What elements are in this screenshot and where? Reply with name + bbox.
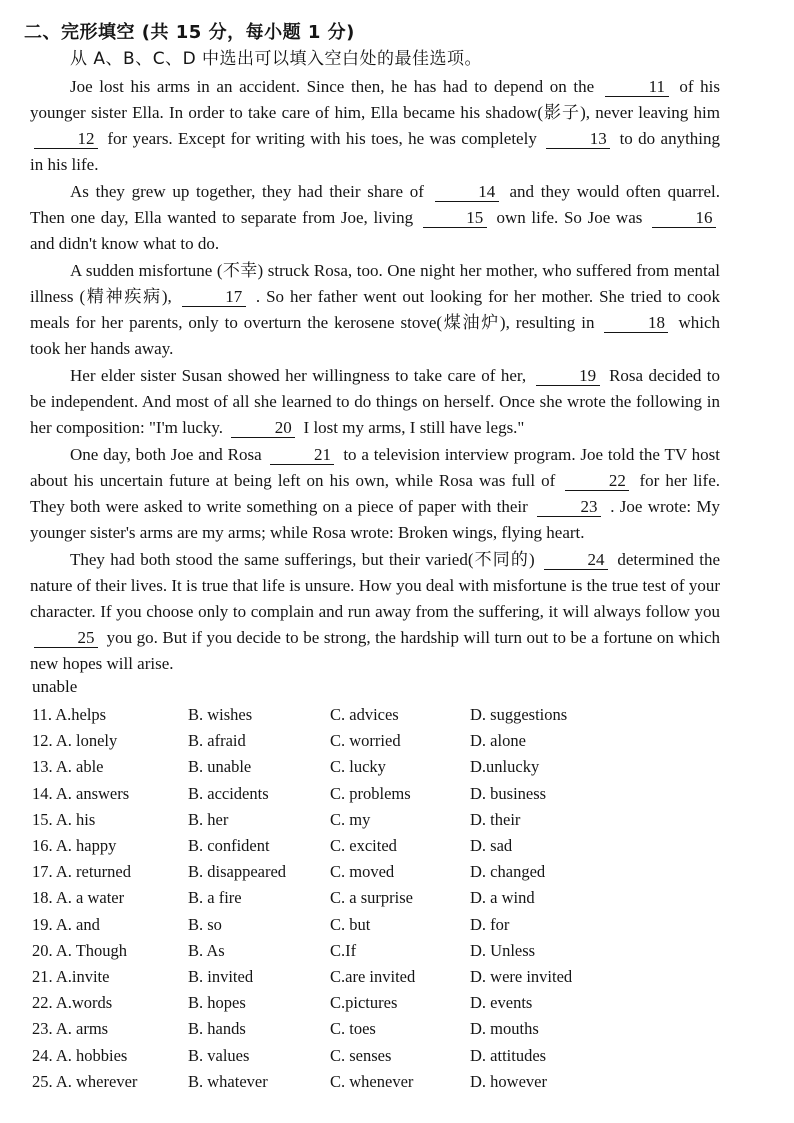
passage-text: determined the nature of their lives. It is true that life is unsure. How you deal with misfortune is the true test of your character. If you choose only to complain and run away from the suffering, it will always follow you	[30, 550, 720, 621]
option-a-text: A. returned	[55, 862, 131, 882]
question-number: 14.	[32, 783, 53, 803]
option-b: B. accidents	[188, 783, 269, 803]
passage-paragraph	[30, 74, 720, 178]
option-d: D. attitudes	[470, 1045, 547, 1065]
option-d: D. mouths	[470, 1019, 539, 1039]
question-number: 25.	[32, 1071, 53, 1091]
option-d: D. suggestions	[470, 705, 568, 725]
option-a	[32, 1072, 188, 1092]
option-b: B. invited	[188, 966, 254, 986]
option-c: C.pictures	[330, 993, 398, 1013]
option-row	[32, 885, 732, 911]
option-a-text: A. able	[55, 757, 104, 777]
option-a	[32, 731, 188, 751]
option-a-text: A. lonely	[55, 731, 118, 751]
option-a	[32, 888, 188, 908]
option-a-text: A. and	[55, 914, 100, 934]
option-d: D. alone	[470, 731, 526, 751]
option-a-text: A. answers	[55, 783, 130, 803]
question-number: 11.	[32, 705, 53, 725]
passage-paragraph	[30, 179, 720, 257]
blank-19: 19	[536, 367, 600, 386]
option-a-text: A.words	[55, 993, 113, 1013]
blank-17: 17	[182, 288, 246, 307]
passage-text: to do anything in his life.	[30, 129, 721, 174]
blank-22: 22	[565, 472, 629, 491]
option-a	[32, 993, 188, 1013]
question-number: 15.	[32, 809, 53, 829]
option-c: C. senses	[330, 1045, 392, 1065]
option-d: D. however	[470, 1071, 547, 1091]
option-row	[32, 912, 732, 938]
option-c: C. problems	[330, 783, 411, 803]
option-d: D. business	[470, 783, 547, 803]
option-c: C. worried	[330, 731, 401, 751]
passage-text: Her elder sister Susan showed her willingness to take care of her,	[70, 366, 527, 385]
option-row	[32, 938, 732, 964]
passage-text: to a television interview program. Joe told the TV host about his uncertain future at being left on his own, while Rosa was full of	[30, 445, 721, 490]
option-b: B. unable	[188, 757, 252, 777]
options-list	[32, 702, 732, 1095]
option-b: B. a fire	[188, 888, 242, 908]
option-d: D. were invited	[470, 966, 573, 986]
option-a-text: A. wherever	[55, 1071, 138, 1091]
blank-21: 21	[270, 446, 334, 465]
question-number: 13.	[32, 757, 53, 777]
blank-18: 18	[604, 314, 668, 333]
option-b: B. wishes	[188, 705, 253, 725]
option-row	[32, 781, 732, 807]
section-instruction: 从 A、B、C、D 中选出可以填入空白处的最佳选项。	[70, 49, 483, 69]
option-b: B. confident	[188, 836, 270, 856]
option-a	[32, 705, 188, 725]
option-b: B. values	[188, 1045, 250, 1065]
option-a	[32, 862, 188, 882]
section-title: 二、完形填空 (共 15 分，每小题 1 分)	[24, 22, 355, 43]
passage-text: Joe lost his arms in an accident. Since then, he has had to depend on the	[70, 77, 595, 96]
passage-text: for her life. They both were asked to write something on a piece of paper with their	[30, 471, 720, 516]
question-number: 18.	[32, 888, 53, 908]
option-a-text: A. happy	[55, 836, 117, 856]
option-c: C. but	[330, 914, 371, 934]
question-number: 16.	[32, 836, 53, 856]
option-a	[32, 757, 188, 777]
option-a-text: A.invite	[55, 966, 110, 986]
question-number: 24.	[32, 1045, 53, 1065]
passage-text: and they would often quarrel. Then one day, Ella wanted to separate from Joe, living	[30, 182, 720, 227]
option-c: C. my	[330, 809, 371, 829]
option-c: C. a surprise	[330, 888, 413, 908]
question-number: 22.	[32, 993, 53, 1013]
option-row	[32, 859, 732, 885]
blank-24: 24	[544, 551, 608, 570]
option-a-text: A. Though	[55, 940, 128, 960]
option-d: D.unlucky	[470, 757, 540, 777]
option-c: C. moved	[330, 862, 395, 882]
blank-14: 14	[435, 183, 499, 202]
option-a	[32, 836, 188, 856]
option-c: C. advices	[330, 705, 399, 725]
passage-text: own life. So Joe was	[496, 208, 643, 227]
option-b: B. her	[188, 809, 229, 829]
blank-12: 12	[34, 130, 98, 149]
option-b: B. hands	[188, 1019, 246, 1039]
option-row	[32, 754, 732, 780]
passage-paragraph	[30, 363, 720, 441]
passage-text: As they grew up together, they had their share of	[70, 182, 424, 201]
option-row	[32, 807, 732, 833]
question-number: 20.	[32, 940, 53, 960]
passage-text: . Joe wrote: My younger sister's arms are my arms; while Rosa wrote: Broken wings, flying heart.	[30, 497, 720, 542]
option-d: D. for	[470, 914, 510, 934]
passage-text: and didn't know what to do.	[30, 234, 220, 253]
option-c: C.are invited	[330, 966, 416, 986]
option-a	[32, 941, 188, 961]
option-row	[32, 702, 732, 728]
option-b: B. so	[188, 914, 222, 934]
passage-text: . So her father went out looking for her mother. She tried to cook meals for her parents, only to overturn the kerosene stove(煤油炉), resulting in	[30, 287, 721, 332]
passage-text: Rosa decided to be independent. And most of all she learned to do things on herself. Once she wrote the following in her composition: "I'm lucky.	[30, 366, 721, 437]
option-c: C. whenever	[330, 1071, 414, 1091]
option-a	[32, 1046, 188, 1066]
option-row	[32, 728, 732, 754]
option-a	[32, 784, 188, 804]
passage-text: for years. Except for writing with his toes, he was completely	[107, 129, 537, 148]
option-a-text: A. his	[55, 809, 96, 829]
stray-word: unable	[32, 677, 78, 696]
option-a	[32, 915, 188, 935]
option-a-text: A. a water	[55, 888, 125, 908]
blank-11: 11	[605, 78, 669, 97]
passage-text: you go. But if you decide to be strong, the hardship will turn out to be a fortune on which new hopes will arise.	[30, 628, 720, 673]
option-row	[32, 1069, 732, 1095]
option-a	[32, 810, 188, 830]
option-d: D. changed	[470, 862, 546, 882]
question-number: 23.	[32, 1019, 53, 1039]
option-row	[32, 833, 732, 859]
option-c: C. excited	[330, 836, 397, 856]
option-row	[32, 990, 732, 1016]
option-a	[32, 1019, 188, 1039]
option-row	[32, 1042, 732, 1068]
blank-25: 25	[34, 629, 98, 648]
option-a	[32, 967, 188, 987]
option-c: C.If	[330, 940, 357, 960]
option-a-text: A.helps	[55, 705, 107, 725]
passage-text: of his younger sister Ella. In order to take care of him, Ella became his shadow(影子), never leaving him	[30, 77, 721, 122]
passage-paragraph	[30, 547, 720, 677]
option-c: C. toes	[330, 1019, 376, 1039]
passage-text: I lost my arms, I still have legs."	[303, 418, 525, 437]
passage-paragraph	[30, 442, 720, 546]
option-a-text: A. arms	[55, 1019, 109, 1039]
option-d: D. sad	[470, 836, 513, 856]
option-d: D. their	[470, 809, 521, 829]
passage-paragraph	[30, 258, 720, 362]
blank-16: 16	[652, 209, 716, 228]
option-b: B. whatever	[188, 1071, 268, 1091]
passage-text: A sudden misfortune (不幸) struck Rosa, too. One night her mother, who suffered from mental illness (精神疾病),	[30, 261, 720, 306]
question-number: 12.	[32, 731, 53, 751]
option-row	[32, 1016, 732, 1042]
option-b: B. disappeared	[188, 862, 287, 882]
option-b: B. As	[188, 940, 225, 960]
option-c: C. lucky	[330, 757, 386, 777]
blank-13: 13	[546, 130, 610, 149]
option-row	[32, 964, 732, 990]
passage-text: which took her hands away.	[30, 313, 721, 358]
passage-text: They had both stood the same sufferings, but their varied(不同的)	[70, 550, 535, 569]
option-b: B. afraid	[188, 731, 246, 751]
question-number: 17.	[32, 862, 53, 882]
option-d: D. a wind	[470, 888, 535, 908]
question-number: 21.	[32, 966, 53, 986]
question-number: 19.	[32, 914, 53, 934]
blank-20: 20	[231, 419, 295, 438]
cloze-passage	[30, 74, 720, 678]
option-b: B. hopes	[188, 993, 246, 1013]
passage-text: One day, both Joe and Rosa	[70, 445, 262, 464]
option-d: D. events	[470, 993, 533, 1013]
option-d: D. Unless	[470, 940, 536, 960]
blank-23: 23	[537, 498, 601, 517]
blank-15: 15	[423, 209, 487, 228]
option-a-text: A. hobbies	[55, 1045, 128, 1065]
